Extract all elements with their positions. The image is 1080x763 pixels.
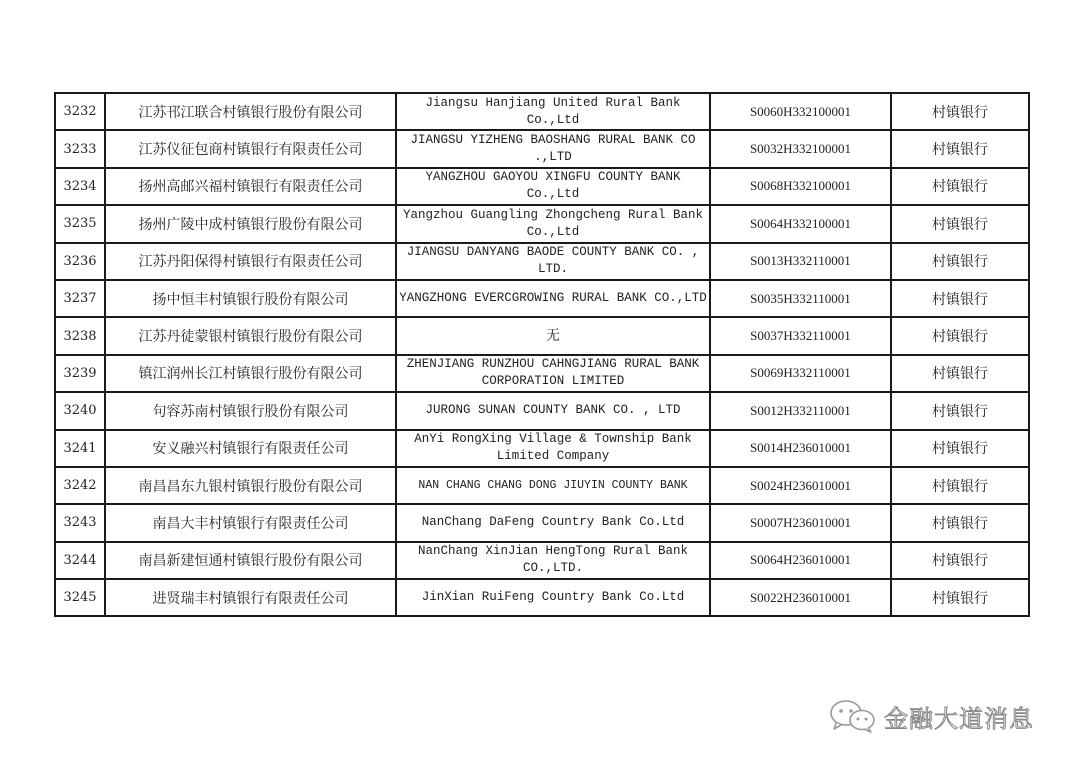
- chinese-name: 镇江润州长江村镇银行股份有限公司: [105, 355, 396, 392]
- english-name: AnYi RongXing Village & Township Bank Limited Company: [414, 432, 692, 464]
- institution-code: S0022H236010001: [710, 579, 891, 616]
- row-number: 3239: [55, 355, 105, 392]
- row-number: 3232: [55, 93, 105, 130]
- watermark-text: 金融大道消息: [884, 704, 1034, 733]
- english-name-cell: [396, 504, 710, 541]
- table-row: [55, 467, 1029, 504]
- english-name-cell: [396, 205, 710, 242]
- row-number: 3234: [55, 168, 105, 205]
- institution-type: 村镇银行: [891, 317, 1029, 354]
- institution-type: 村镇银行: [891, 130, 1029, 167]
- chinese-name: 句容苏南村镇银行股份有限公司: [105, 392, 396, 429]
- english-name: JURONG SUNAN COUNTY BANK CO. , LTD: [425, 403, 681, 418]
- table-row: [55, 355, 1029, 392]
- english-name: YANGZHOU GAOYOU XINGFU COUNTY BANK Co.,Ltd: [425, 170, 681, 202]
- english-name-cell: [396, 579, 710, 616]
- english-name: Jiangsu Hanjiang United Rural Bank Co.,Ltd: [425, 95, 681, 127]
- watermark: [826, 696, 1056, 736]
- institution-type: 村镇银行: [891, 430, 1029, 467]
- chinese-name: 南昌大丰村镇银行有限责任公司: [105, 504, 396, 541]
- institution-type: 村镇银行: [891, 280, 1029, 317]
- table-row: [55, 168, 1029, 205]
- table-row: [55, 243, 1029, 280]
- english-name-cell: [396, 130, 710, 167]
- english-name: ZHENJIANG RUNZHOU CAHNGJIANG RURAL BANK CORPORATION LIMITED: [406, 357, 700, 389]
- chinese-name: 江苏丹徒蒙银村镇银行股份有限公司: [105, 317, 396, 354]
- english-name: Yangzhou Guangling Zhongcheng Rural Bank Co.,Ltd: [402, 207, 704, 239]
- english-name-cell: [396, 467, 710, 504]
- institution-type: 村镇银行: [891, 392, 1029, 429]
- institution-code: S0037H332110001: [710, 317, 891, 354]
- english-name-cell: [396, 280, 710, 317]
- table-row: [55, 504, 1029, 541]
- row-number: 3236: [55, 243, 105, 280]
- row-number: 3233: [55, 130, 105, 167]
- institution-type: 村镇银行: [891, 467, 1029, 504]
- english-name: NanChang XinJian HengTong Rural Bank CO.,LTD.: [417, 544, 689, 576]
- institution-code: S0035H332110001: [710, 280, 891, 317]
- english-name: NAN CHANG CHANG DONG JIUYIN COUNTY BANK: [418, 479, 688, 493]
- institution-type: 村镇银行: [891, 504, 1029, 541]
- chinese-name: 扬中恒丰村镇银行股份有限公司: [105, 280, 396, 317]
- chinese-name: 安义融兴村镇银行有限责任公司: [105, 430, 396, 467]
- wechat-icon: [826, 698, 880, 734]
- chinese-name: 进贤瑞丰村镇银行有限责任公司: [105, 579, 396, 616]
- chinese-name: 扬州高邮兴福村镇银行有限责任公司: [105, 168, 396, 205]
- english-name-cell: [396, 93, 710, 130]
- institution-code: S0014H236010001: [710, 430, 891, 467]
- row-number: 3238: [55, 317, 105, 354]
- chinese-name: 江苏邗江联合村镇银行股份有限公司: [105, 93, 396, 130]
- english-name: JinXian RuiFeng Country Bank Co.Ltd: [421, 590, 685, 605]
- institution-code: S0068H332100001: [710, 168, 891, 205]
- table-row: [55, 392, 1029, 429]
- institution-type: 村镇银行: [891, 542, 1029, 579]
- row-number: 3240: [55, 392, 105, 429]
- row-number: 3235: [55, 205, 105, 242]
- english-name-cell: [396, 430, 710, 467]
- institution-type: 村镇银行: [891, 355, 1029, 392]
- english-name-cell: [396, 168, 710, 205]
- row-number: 3237: [55, 280, 105, 317]
- row-number: 3245: [55, 579, 105, 616]
- institution-code: S0024H236010001: [710, 467, 891, 504]
- table-row: [55, 542, 1029, 579]
- table-body: [55, 93, 1029, 616]
- english-name: YANGZHONG EVERCGROWING RURAL BANK CO.,LTD: [399, 291, 707, 306]
- english-name: JIANGSU DANYANG BAODE COUNTY BANK CO. , LTD.: [406, 245, 700, 277]
- table-row: [55, 130, 1029, 167]
- institution-type: 村镇银行: [891, 93, 1029, 130]
- chinese-name: 南昌新建恒通村镇银行股份有限公司: [105, 542, 396, 579]
- chinese-name: 南昌昌东九银村镇银行股份有限公司: [105, 467, 396, 504]
- table-row: [55, 205, 1029, 242]
- institution-code: S0013H332110001: [710, 243, 891, 280]
- chinese-name: 江苏丹阳保得村镇银行有限责任公司: [105, 243, 396, 280]
- bank-registry-table: [54, 92, 1030, 617]
- row-number: 3242: [55, 467, 105, 504]
- row-number: 3243: [55, 504, 105, 541]
- english-name: JIANGSU YIZHENG BAOSHANG RURAL BANK CO .,LTD: [410, 133, 696, 165]
- chinese-name: 江苏仪征包商村镇银行有限责任公司: [105, 130, 396, 167]
- table-row: [55, 579, 1029, 616]
- institution-type: 村镇银行: [891, 205, 1029, 242]
- institution-code: S0012H332110001: [710, 392, 891, 429]
- institution-code: S0064H332100001: [710, 205, 891, 242]
- chinese-name: 扬州广陵中成村镇银行股份有限公司: [105, 205, 396, 242]
- table-row: [55, 93, 1029, 130]
- english-name: 无: [546, 327, 560, 344]
- english-name: NanChang DaFeng Country Bank Co.Ltd: [421, 515, 685, 530]
- table-row: [55, 280, 1029, 317]
- english-name-cell: [396, 392, 710, 429]
- institution-code: S0060H332100001: [710, 93, 891, 130]
- table-row: [55, 430, 1029, 467]
- row-number: 3244: [55, 542, 105, 579]
- institution-type: 村镇银行: [891, 579, 1029, 616]
- row-number: 3241: [55, 430, 105, 467]
- institution-code: S0069H332110001: [710, 355, 891, 392]
- institution-code: S0064H236010001: [710, 542, 891, 579]
- institution-code: S0032H332100001: [710, 130, 891, 167]
- english-name-cell: [396, 542, 710, 579]
- english-name-cell: [396, 243, 710, 280]
- institution-type: 村镇银行: [891, 243, 1029, 280]
- table-row: [55, 317, 1029, 354]
- institution-type: 村镇银行: [891, 168, 1029, 205]
- institution-code: S0007H236010001: [710, 504, 891, 541]
- english-name-cell: [396, 355, 710, 392]
- english-name-cell: [396, 317, 710, 354]
